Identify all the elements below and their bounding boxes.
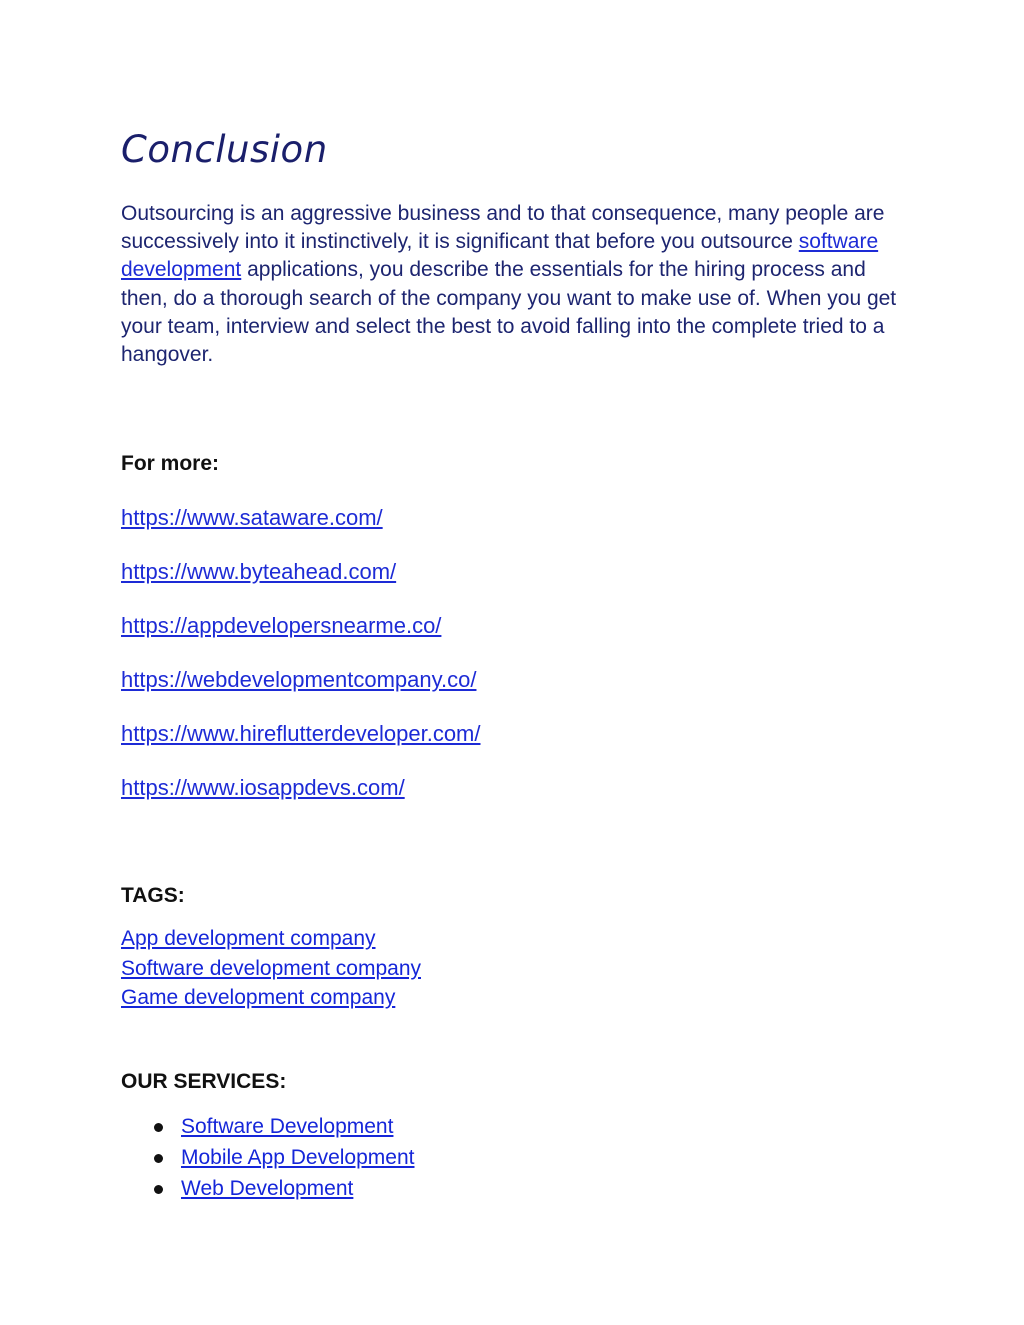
list-item — [121, 611, 481, 665]
for-more-link-list — [121, 503, 481, 827]
list-item — [121, 773, 481, 827]
webdevelopmentcompany-link[interactable]: https://webdevelopmentcompany.co/ — [121, 667, 477, 692]
list-item — [121, 925, 421, 955]
list-item — [121, 1112, 414, 1143]
service-web-development-link[interactable]: Web Development — [181, 1177, 354, 1200]
conclusion-paragraph — [121, 200, 911, 369]
for-more-heading: For more: — [121, 452, 220, 475]
tag-game-development-link[interactable]: Game development company — [121, 986, 396, 1009]
tags-heading: TAGS: — [121, 884, 185, 907]
services-list — [121, 1112, 414, 1205]
tag-software-development-link[interactable]: Software development company — [121, 956, 421, 980]
our-services-heading: OUR SERVICES: — [121, 1070, 287, 1093]
list-item — [121, 1143, 414, 1174]
list-item — [121, 665, 481, 719]
intro-text-after: applications, you describe the essentials for the hiring process and then, do a thorough search of the company you want to make use of. When you get your team, interview and select the best to avoid falling into the complete tried to a hangover. — [121, 258, 897, 367]
bullet-icon — [154, 1154, 163, 1163]
list-item — [121, 1174, 414, 1205]
intro-text-before: Outsourcing is an aggressive business and to that consequence, many people are successively into it instinctively, it is significant that before you outsource — [121, 202, 885, 254]
page-title: Conclusion — [121, 128, 328, 171]
list-item — [121, 557, 481, 611]
tags-link-list — [121, 925, 421, 1014]
list-item — [121, 719, 481, 773]
service-mobile-app-development-link[interactable]: Mobile App Development — [181, 1146, 415, 1169]
list-item — [121, 503, 481, 557]
bullet-icon — [154, 1123, 163, 1132]
iosappdevs-link[interactable]: https://www.iosappdevs.com/ — [121, 775, 405, 800]
tag-app-development-link[interactable]: App development company — [121, 927, 376, 950]
hireflutterdeveloper-link[interactable]: https://www.hireflutterdeveloper.com/ — [121, 721, 481, 746]
software-development-link[interactable]: software development — [121, 230, 879, 282]
sataware-link[interactable]: https://www.sataware.com/ — [121, 505, 383, 530]
list-item — [121, 984, 421, 1014]
byteahead-link[interactable]: https://www.byteahead.com/ — [121, 559, 397, 584]
service-software-development-link[interactable]: Software Development — [181, 1115, 394, 1138]
bullet-icon — [154, 1185, 163, 1194]
appdevelopersnearme-link[interactable]: https://appdevelopersnearme.co/ — [121, 613, 442, 638]
list-item — [121, 955, 421, 985]
